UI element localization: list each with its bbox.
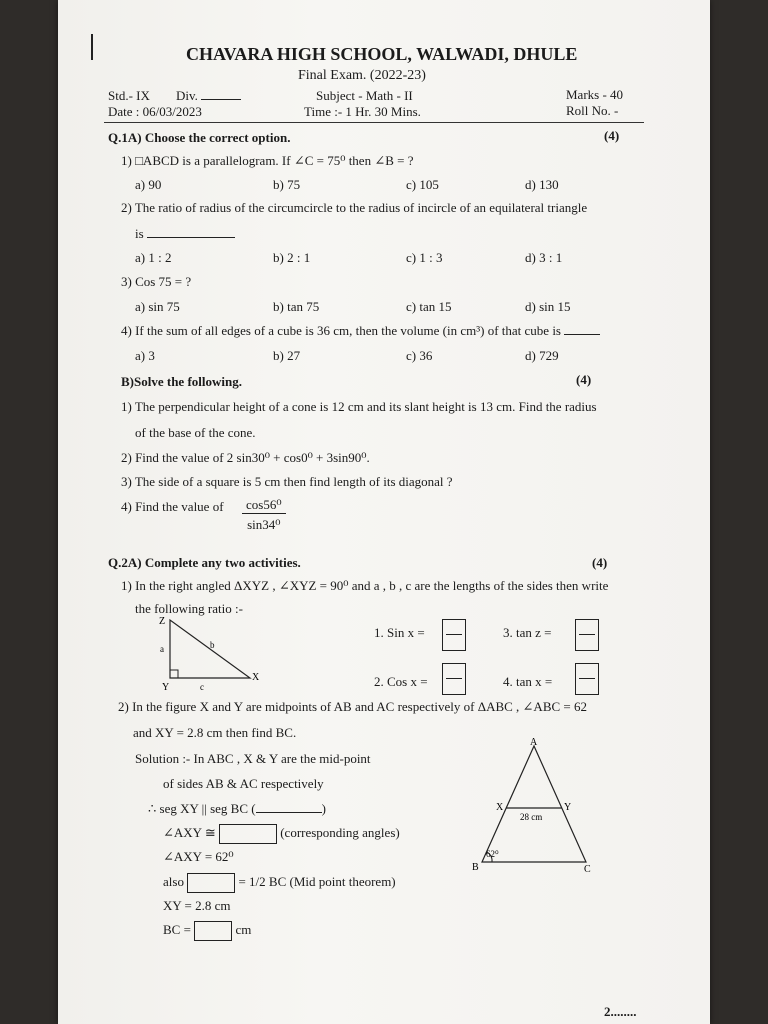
side-c: c: [200, 682, 204, 692]
activity-2-text: 2) In the figure X and Y are midpoints of AB and AC respectively of ΔABC , ∠ABC = 62: [118, 699, 587, 714]
ratio-cos-x: 2. Cos x =: [374, 674, 428, 689]
solution-line-7: XY = 2.8 cm: [163, 898, 231, 913]
vertex-x-mid: X: [496, 802, 504, 813]
q1b-question-2: 2) Find the value of 2 sin30⁰ + cos0⁰ + 3sin90⁰.: [121, 450, 370, 465]
vertex-a: A: [530, 737, 538, 748]
q1-option-c: c) 105: [406, 177, 439, 192]
q3-option-c: c) tan 15: [406, 299, 452, 314]
solution-line-2: of sides AB & AC respectively: [163, 776, 324, 791]
q1b-marks: (4): [576, 372, 592, 387]
q4-option-a: a) 3: [135, 348, 155, 363]
q4-option-c: c) 36: [406, 348, 433, 363]
time-label: Time :- 1 Hr. 30 Mins.: [304, 104, 421, 119]
solution-line-1: Solution :- In ABC , X & Y are the mid-point: [135, 751, 371, 766]
q2-option-c: c) 1 : 3: [406, 250, 443, 265]
angle-b-label: 62⁰: [486, 849, 499, 859]
q4-option-d: d) 729: [525, 348, 559, 363]
tan-z-answer-box[interactable]: [575, 619, 599, 651]
q1b-title: B)Solve the following.: [121, 374, 242, 389]
vertex-y: Y: [162, 682, 170, 693]
solution-line-8: BC = cm: [163, 921, 251, 941]
roll-label: Roll No. -: [566, 103, 619, 118]
solution-line-4: ∠AXY ≅ (corresponding angles): [163, 824, 400, 844]
q1b-question-3: 3) The side of a square is 5 cm then find length of its diagonal ?: [121, 474, 453, 489]
q3-option-b: b) tan 75: [273, 299, 320, 314]
subject-label: Subject - Math - II: [316, 88, 413, 103]
fraction-denominator: sin34⁰: [247, 517, 281, 532]
q1a-title: Q.1A) Choose the correct option.: [108, 130, 291, 145]
corresponding-angle-answer-box[interactable]: [219, 824, 277, 844]
sin-x-answer-box[interactable]: [442, 619, 466, 651]
cos-x-answer-box[interactable]: [442, 663, 466, 695]
xy-length-label: 28 cm: [520, 812, 543, 822]
q2-option-a: a) 1 : 2: [135, 250, 172, 265]
q2-option-b: b) 2 : 1: [273, 250, 311, 265]
vertex-x: X: [252, 672, 260, 683]
q1a-question-4: 4) If the sum of all edges of a cube is 36 cm, then the volume (in cm³) of that cube is: [121, 323, 600, 339]
fraction-numerator: cos56⁰: [242, 497, 286, 514]
activity-1-text: 1) In the right angled ΔXYZ , ∠XYZ = 90⁰ and a , b , c are the lengths of the sides then write: [121, 578, 609, 593]
vertex-c: C: [584, 864, 591, 875]
vertex-b: B: [472, 862, 479, 873]
exam-title: Final Exam. (2022-23): [298, 68, 426, 83]
q1a-marks: (4): [604, 128, 620, 143]
tan-x-answer-box[interactable]: [575, 663, 599, 695]
q2a-marks: (4): [592, 555, 608, 570]
activity-1-text-cont: the following ratio :-: [135, 601, 243, 616]
q3-option-a: a) sin 75: [135, 299, 180, 314]
div-label: Div.: [176, 88, 241, 104]
q2a-title: Q.2A) Complete any two activities.: [108, 555, 301, 570]
q1b-question-1-cont: of the base of the cone.: [135, 425, 256, 440]
solution-line-6: also = 1/2 BC (Mid point theorem): [163, 873, 396, 893]
triangle-abc-figure: [468, 736, 608, 876]
q3-option-d: d) sin 15: [525, 299, 571, 314]
q1a-question-2-cont: is: [135, 226, 235, 242]
q1b-question-1: 1) The perpendicular height of a cone is 12 cm and its slant height is 13 cm. Find the radius: [121, 399, 597, 414]
fraction-cos56-over-sin34: [242, 497, 286, 533]
ratio-tan-z: 3. tan z =: [503, 625, 552, 640]
q1b-question-4: 4) Find the value of: [121, 499, 224, 514]
right-angle-mark: [170, 670, 178, 678]
q1-option-b: b) 75: [273, 177, 301, 192]
q1a-question-1: 1) □ABCD is a parallelogram. If ∠C = 75⁰ then ∠B = ?: [121, 153, 414, 168]
vertex-y-mid: Y: [564, 802, 572, 813]
pen-mark: [91, 34, 93, 60]
q1-option-d: d) 130: [525, 177, 559, 192]
marks-label: Marks - 40: [566, 87, 624, 102]
ratio-tan-x: 4. tan x =: [503, 674, 553, 689]
solution-line-5: ∠AXY = 62⁰: [163, 849, 234, 864]
activity-2-text-cont: and XY = 2.8 cm then find BC.: [133, 725, 297, 740]
vertex-z: Z: [159, 616, 166, 627]
std-label: Std.- IX: [108, 88, 150, 103]
header-divider: [104, 122, 644, 123]
q1-option-a: a) 90: [135, 177, 162, 192]
next-page-indicator: 2........: [604, 1004, 637, 1019]
side-b: b: [210, 640, 215, 650]
midpoint-segment-answer-box[interactable]: [187, 873, 235, 893]
right-triangle-xyz-figure: [156, 614, 266, 694]
school-name: CHAVARA HIGH SCHOOL, WALWADI, DHULE: [186, 44, 578, 64]
q1a-question-2: 2) The ratio of radius of the circumcircle to the radius of incircle of an equilateral triangle: [121, 200, 588, 215]
q4-option-b: b) 27: [273, 348, 301, 363]
ratio-sin-x: 1. Sin x =: [374, 625, 425, 640]
date-label: Date : 06/03/2023: [108, 104, 202, 119]
bc-answer-box[interactable]: [194, 921, 232, 941]
solution-line-3: ∴ seg XY || seg BC ( ): [148, 801, 326, 816]
q2-option-d: d) 3 : 1: [525, 250, 563, 265]
side-a: a: [160, 644, 164, 654]
q1a-question-3: 3) Cos 75 = ?: [121, 274, 192, 289]
